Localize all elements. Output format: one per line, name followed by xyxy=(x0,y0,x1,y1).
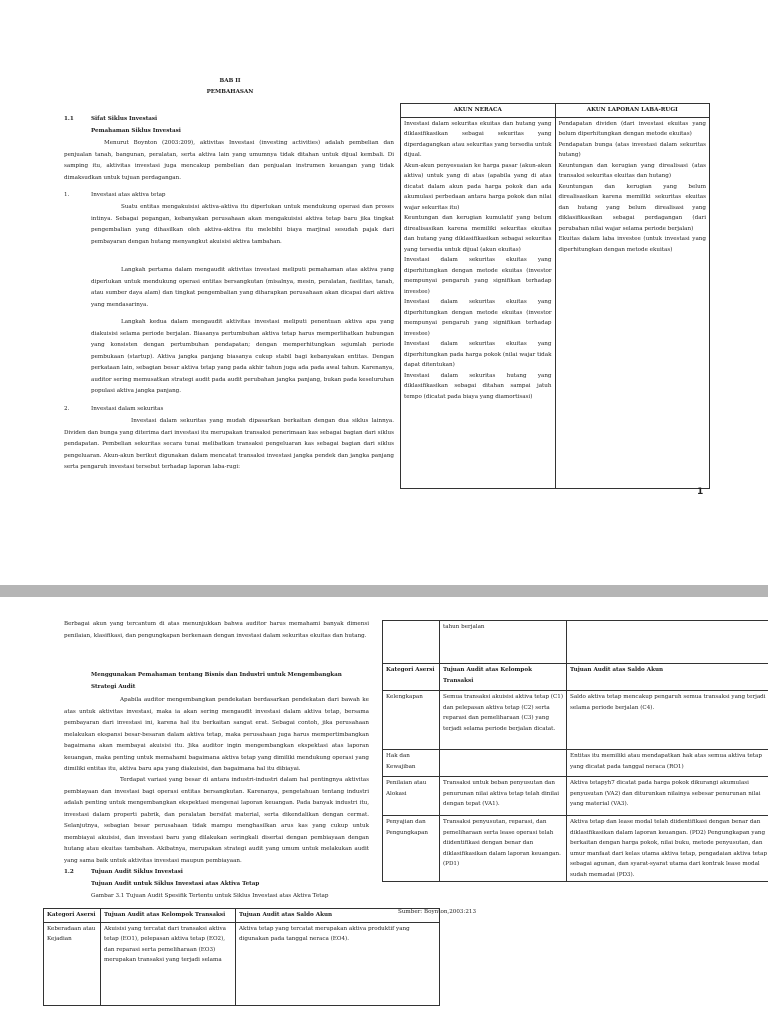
list-item-title: Investasi dalam sekuritas xyxy=(91,406,164,412)
table-header: Tujuan Audit atas Kelompok Transaksi xyxy=(101,909,236,923)
section-title: Tujuan Audit Siklus Investasi xyxy=(91,869,183,875)
paragraph-item2: Investasi dalam sekuritas yang mudah dipasarkan berkaitan dengan dua siklus lainnya. Dividen dan bunga yang diterima dari investasi itu merupakan transaksi penerimaan kas sebagai bagian dari siklus pendapatan. Pembelian sekuritas secara tunai melibatkan transaksi pengeluaran kas sebagai bagian dari siklus pengeluaran. Akun-akun berikut digunakan dalam mencatat transaksi investasi jangka pendek dan jangka panjang serta pengaruh investasi tersebut terhadap laporan laba-rugi: xyxy=(64,418,394,470)
paragraph-strategy-b: Terdapat variasi yang besar di antara industri-industri dalam hal pentingnya aktivitas pembiayaan dan investasi bagi operasi entitas bersangkutan. Karenanya, pengetahuan tentang industri adalah penting untuk mengembangkan ekspektasi mengenai laporan keuangan. Pada banyak industri itu, investasi dalam properti pabrik, dan peralatan bersifat material, serta dikendalikan dengan cermat. Selanjutnya, sebagian besar perusahaan tidak mampu menghasilkan arus kas yang cukup untuk membiayai akuisisi, dan investasi baru yang dilakukan seringkali disertai dengan pembiayaan dengan hutang atau ekuitas tambahan. Akibatnya, merupakan strategi audit yang umum untuk melakukan audit yang sama baik untuk aktivitas investasi maupun pembiayaan. xyxy=(64,777,369,864)
section-number: 1.2 xyxy=(64,869,74,875)
table-header: Tujuan Audit atas Saldo Akun xyxy=(567,664,768,691)
table-header: AKUN LAPORAN LABA-RUGI xyxy=(555,104,710,118)
table-cell: Semua transaksi akuisisi aktiva tetap (C1) dan pelepasan aktiva tetap (C2) serta reparasi dan pemeliharaan (C3) yang terjadi selama periode berjalan dicatat. xyxy=(440,691,567,750)
income-statement-account: Pendapatan bunga (atas investasi dalam sekuritas hutang) xyxy=(558,141,706,158)
accounts-table xyxy=(400,103,710,489)
subsection-title: Tujuan Audit untuk Siklus Investasi atas Aktiva Tetap xyxy=(91,881,260,887)
balance-sheet-account: Keuntungan dan kerugian kumulatif yang belum direalisasikan karena memiliki sekuritas ekuitas dan hutang yang diklasifikasikan sebagai sekuritas yang tersedia untuk dijual (akun ekuitas) xyxy=(404,215,552,253)
source-note: Sumber: Boynton,2003:213 xyxy=(398,909,477,915)
audit-objectives-table xyxy=(43,908,440,1006)
balance-sheet-account: Investasi dalam sekuritas ekuitas dan hutang yang diklasifikasikan sebagai sekuritas yang diperdagangkan atau sekuritas yang tersedia untuk dijual. xyxy=(404,120,552,158)
balance-sheet-account: Investasi dalam sekuritas ekuitas yang diperhitungkan pada harga pokok (nilai wajar tidak dapat ditentukan) xyxy=(404,341,552,368)
table-header: Kategori Asersi xyxy=(383,664,440,691)
table-cell: Penyajian dan Pengungkapan xyxy=(383,816,440,882)
balance-sheet-account: Investasi dalam sekuritas ekuitas yang diperhitungkan dengan metode ekuitas (investor mempunyai pengaruh yang signifikan terhadap investee) xyxy=(404,257,552,295)
page-number: 1 xyxy=(697,487,704,497)
table-cell: Keberadaan atau Kejadian xyxy=(44,922,101,1005)
table-cell: Entitas itu memiliki atau mendapatkan hak atas semua aktiva tetap yang dicatat pada tanggal neraca (RO1) xyxy=(567,750,768,777)
table-header: Tujuan Audit atas Kelompok Transaksi xyxy=(440,664,567,691)
income-statement-account: Keuntungan dan kerugian yang belum direalisasikan karena memiliki sekuritas ekuitas dan hutang yang belum direalisasi yang diklasifikasikan sebagai perdagangan (dari perubahan nilai wajar selama periode berjalan) xyxy=(558,183,706,232)
table-cell: Hak dan Kewajiban xyxy=(383,750,440,777)
table-cell: Transaksi penyusutan, reparasi, dan pemeliharaan serta lease operasi telah diidentifikasi dengan benar dan diklasifikasikan dalam laporan keuangan. (PD1) xyxy=(440,816,567,882)
table-cell: tahun berjalan xyxy=(440,621,567,664)
chapter-title: PEMBAHASAN xyxy=(206,89,254,95)
table-cell xyxy=(440,750,567,777)
table-cell: Aktiva tetap dan lease modal telah diidentifikasi dengan benar dan diklasifikasikan dalam laporan keuangan. (PD2) Pengungkapan yang berkaitan dengan harga pokok, nilai buku, metode penyusutan, dan umur manfaat dari kelas utama aktiva tetap, pengadaian aktiva tetap sebagai agunan, dan syarat-syarat utama dari kontrak lease modal sudah memadai (PD3). xyxy=(567,816,768,882)
section-title: Sifat Siklus Investasi xyxy=(91,116,158,122)
table-cell: Kelengkapan xyxy=(383,691,440,750)
paragraph-item1-a: Suatu entitas mengakuisisi aktiva-aktiva itu diperlukan untuk mendukung operasi dan proses intinya. Sebagai pegangan, kebanyakan perusahaan akan mengakuisisi aktiva tetap baru jika tingkat pengembalian yang dihasilkan oleh aktiva-aktiva itu melebihi biaya marjinal sesudah pajak dari pembayaran dengan hutang menyangkut akuisisi aktiva tambahan. xyxy=(91,204,394,245)
table-row xyxy=(44,922,440,1005)
table-row xyxy=(383,816,768,882)
paragraph-item1-c: Langkah kedua dalam mengaudit aktivitas investasi meliputi penentuan aktiva apa yang diakuisisi selama periode berjalan. Biasanya pertumbuhan aktiva tetap harus memperlihatkan hubungan yang konsisten dengan pertumbuhan pendapatan; dengan memperhitungkan sejumlah periode pembukaan (startup). Aktiva jangka panjang biasanya cukup stabil bagi kebanyakan entitas. Dengan perkataan lain, sebagian besar aktiva tetap yang pada akhir tahun juga ada pada awal tahun. Karenanya, auditor sering memusatkan strategi audit pada audit perubahan jangka panjang, bukan pada keseluruhan populasi aktiva jangka panjang. xyxy=(91,319,394,394)
balance-sheet-account: Akun-akun penyesuaian ke harga pasar (akun-akun aktiva) untuk yang di atas (apabila yang di atas dicatat dalam akun pada harga pokok dan ada akumulasi perbedaan antara harga pokok dan nilai wajar sekuritas itu) xyxy=(404,162,552,211)
subsection-title: Pemahaman Siklus Investasi xyxy=(91,128,181,134)
table-cell: Akuisisi yang tercatat dari transaksi aktiva tetap (EO1), pelepasan aktiva tetap (EO2), dan reparasi serta pemeliharaan (EO3) merupakan transaksi yang terjadi selama xyxy=(101,922,236,1005)
figure-caption: Gambar 3.1 Tujuan Audit Spesifik Tertentu untuk Siklus Investasi atas Aktiva Tetap xyxy=(91,893,329,899)
table-cell: Saldo aktiva tetap mencakup pengaruh semua transaksi yang terjadi selama periode berjalan (C4). xyxy=(567,691,768,750)
chapter-label: BAB II xyxy=(219,78,241,84)
list-item-title: Investasi atas aktiva tetap xyxy=(91,192,166,198)
table-row xyxy=(383,691,768,750)
balance-sheet-account: Investasi dalam sekuritas hutang yang diklasifikasikan sebagai ditahan sampai jatuh tempo (dicatat pada biaya yang diamortisasi) xyxy=(404,372,552,400)
list-item-number: 2. xyxy=(64,406,70,412)
paragraph-intro: Menurut Boynton (2003:209), aktivitas Investasi (investing activities) adalah pembelian dan penjualan tanah, bangunan, peralatan, serta aktiva lain yang umumnya tidak ditahan untuk dijual kembali. Di samping itu, aktivitas investasi juga mencakup pembelian dan penjualan instrumen keuangan yang tidak dimaksudkan untuk tujuan perdagangan. xyxy=(64,140,394,181)
paragraph-top: Berbagai akun yang tercantum di atas menunjukkan bahwa auditor harus memahami banyak dimensi penilaian, klasifikasi, dan pengungkapan berkenaan dengan investasi dalam sekuritas ekuitas dan hutang. xyxy=(64,621,369,639)
right-accounts-cell xyxy=(555,117,710,488)
balance-sheet-account: Investasi dalam sekuritas ekuitas yang diperhitungkan dengan metode ekuitas (investor mempunyai pengaruh yang signifikan terhadap investee) xyxy=(404,299,552,337)
table-cell: Aktiva tetapyh7 dicatat pada harga pokok dikurangi akumulasi penyusutan (VA2) dan diturunkan nilainya sebesar penurunan nilai yang material (VA3). xyxy=(567,777,768,816)
table-cell xyxy=(383,621,440,664)
table-cell: Aktiva tetap yang tercatat merupakan aktiva produktif yang digunakan pada tanggal neraca (EO4). xyxy=(236,922,440,1005)
document-page-2 xyxy=(0,597,768,1024)
audit-objectives-table-continued xyxy=(382,620,768,882)
paragraph-strategy-a: Apabila auditor mengembangkan pendekatan berdasarkan pendekatan dari bawah ke atas untuk aktivitas investasi, maka ia akan sering mengaudit investasi dalam aktiva tetap, bersama pembayaran dari investasi ini, karena hal itu berkaitan sangat erat. Sebagai contoh, jika perusahaan melakukan ekspansi besar-besaran dalam aktiva tetap, maka perusahaan juga harus mempertimbangkan bagaimana akan membayai akuisisi itu. Jika auditor ingin mengembangkan ekspektasi atas laporan keuangan, maka penting untuk memahami bagaimana aktiva tetap yang dimiliki mendukung operasi yang dimiliki entitas itu, aktiva baru apa yang diakuisisi, dan bagaimana hal itu dibiayai. xyxy=(64,697,369,772)
table-header: Tujuan Audit atas Saldo Akun xyxy=(236,909,440,923)
income-statement-account: Ekuitas dalam laba investee (untuk investasi yang diperhitungkan dengan metode ekuitas) xyxy=(558,236,706,253)
list-item-number: 1. xyxy=(64,192,70,198)
table-cell: Penilaian atau Alokasi xyxy=(383,777,440,816)
table-row xyxy=(383,777,768,816)
table-header: AKUN NERACA xyxy=(401,104,556,118)
table-cell xyxy=(567,621,768,664)
section-number: 1.1 xyxy=(64,116,74,122)
table-cell: Transaksi untuk beban penyusutan dan penurunan nilai aktiva tetap telah dinilai dengan tepat (VA1). xyxy=(440,777,567,816)
table-header: Kategori Asersi xyxy=(44,909,101,923)
paragraph-item1-b: Langkah pertama dalam mengaudit aktivitas investasi meliputi pemahaman atas aktiva yang diperlukan untuk mendukung operasi entitas bersangkutan (misalnya, mesin, peralatan, fasilitas, tanah, atau sumber daya alam) dan tingkat pengembalian yang diharapkan perusahaan akan dicapai dari aktiva yang mendasarinya. xyxy=(91,267,394,308)
income-statement-account: Keuntungan dan kerugian yang direalisasi (atas transaksi sekuritas ekuitas dan hutang) xyxy=(558,162,706,179)
strategy-title: Menggunakan Pemahaman tentang Bisnis dan Industri untuk Mengembangkan Strategi Audit xyxy=(91,672,342,690)
income-statement-account: Pendapatan dividen (dari investasi ekuitas yang belum diperhitungkan dengan metode ekuitas) xyxy=(558,120,706,137)
left-accounts-cell xyxy=(401,117,556,488)
table-row xyxy=(383,750,768,777)
